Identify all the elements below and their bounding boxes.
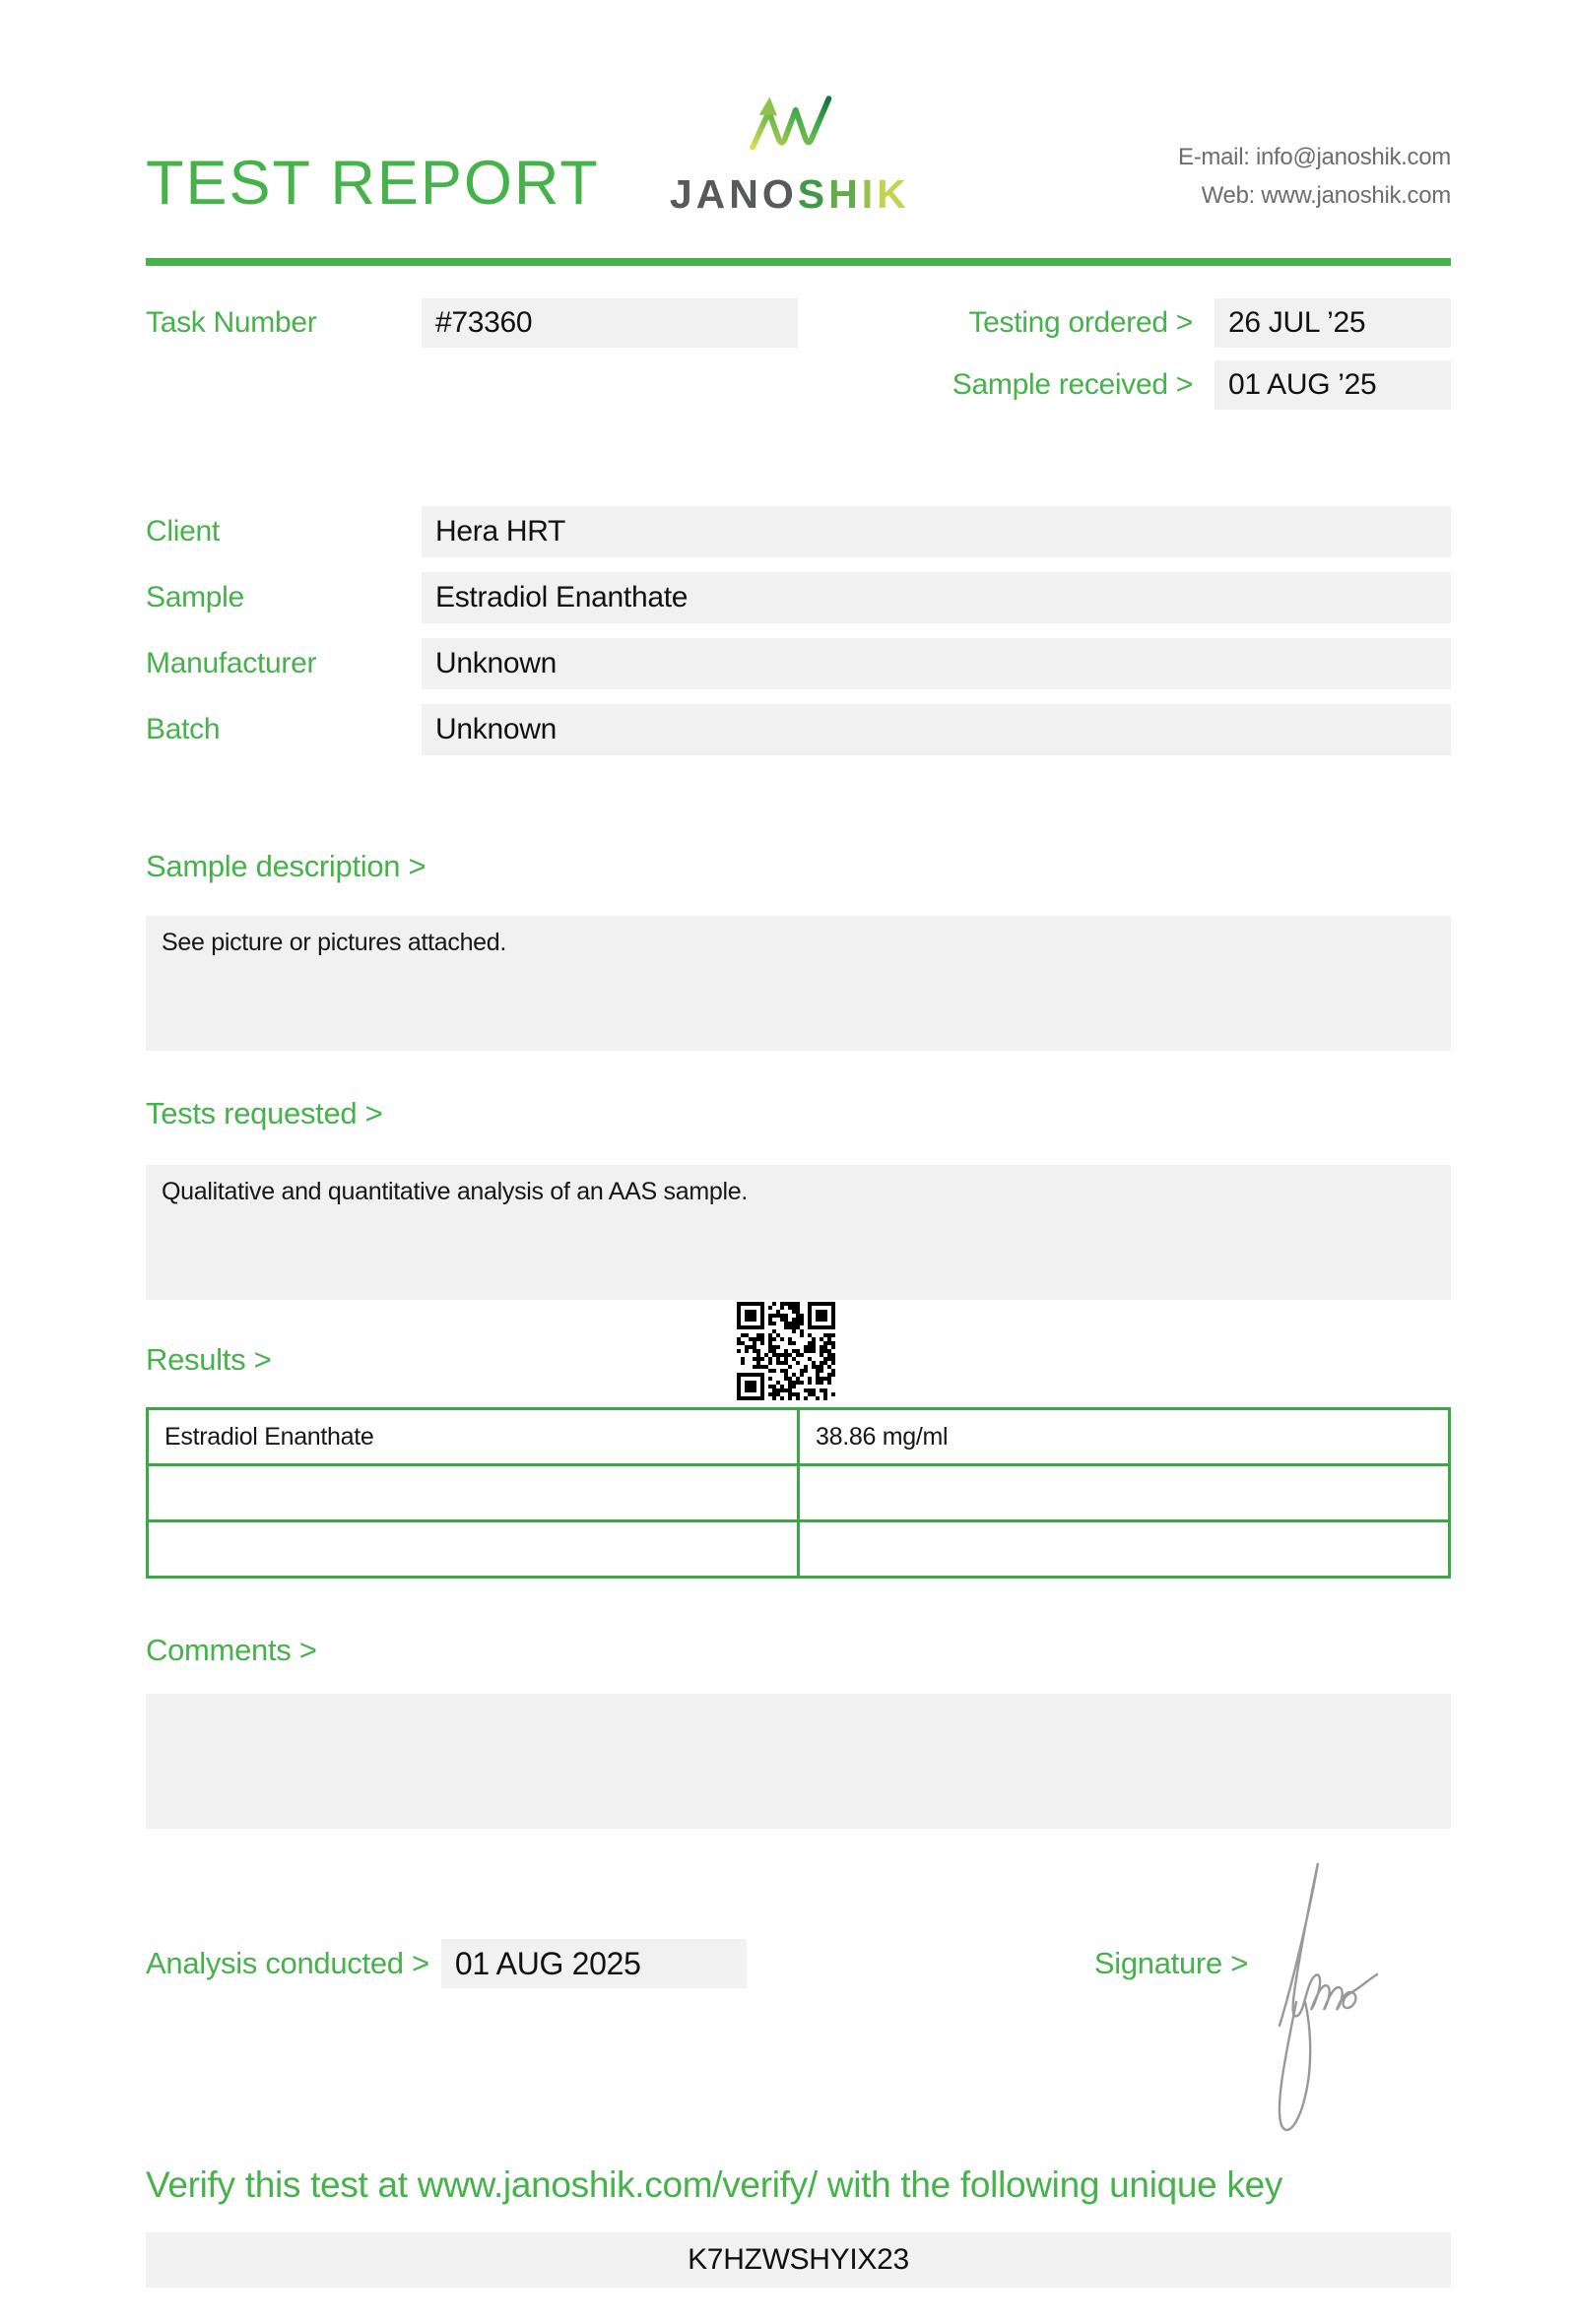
task-number-label: Task Number (146, 306, 317, 339)
logo-wordmark-shik: SHIK (797, 171, 910, 217)
contact-web: Web: www.janoshik.com (1201, 182, 1451, 209)
sample-value: Estradiol Enanthate (422, 572, 1451, 623)
manufacturer-label: Manufacturer (146, 647, 317, 679)
signature-label: Signature > (1093, 1946, 1248, 1980)
sample-row (146, 572, 1451, 623)
table-row (148, 1521, 1450, 1578)
verify-key-box (146, 2232, 1451, 2288)
verify-key: K7HZWSHYIX23 (688, 2243, 909, 2276)
sample-received-value: 01 AUG ’25 (1215, 360, 1451, 410)
sample-received-label: Sample received > (952, 368, 1193, 401)
table-row (148, 1465, 1450, 1521)
testing-ordered-value: 26 JUL ’25 (1215, 298, 1451, 348)
verify-instruction: Verify this test at www.janoshik.com/verify/ with the following unique key (146, 2164, 1283, 2205)
logo-wordmark-jano: JANO (669, 171, 798, 217)
page-title: TEST REPORT (146, 149, 600, 218)
result-value-cell (799, 1521, 1450, 1578)
sample-description-heading: Sample description > (146, 849, 427, 883)
manufacturer-value: Unknown (422, 638, 1451, 689)
result-substance-cell (148, 1465, 799, 1521)
manufacturer-row (146, 638, 1451, 689)
dates-block (891, 298, 1451, 410)
batch-value: Unknown (422, 704, 1451, 755)
contact-info (1178, 138, 1451, 215)
contact-email: E-mail: info@janoshik.com (1178, 144, 1451, 170)
footer-row (146, 1939, 1451, 1988)
janoshik-logo (669, 83, 910, 217)
signature-image (1257, 1849, 1414, 2145)
task-number-row (146, 298, 798, 348)
testing-ordered-label: Testing ordered > (968, 306, 1193, 339)
tests-requested-box: Qualitative and quantitative analysis of an AAS sample. (146, 1165, 1451, 1300)
result-substance-cell (148, 1521, 799, 1578)
sample-label: Sample (146, 581, 244, 613)
table-row (148, 1409, 1450, 1465)
comments-box (146, 1694, 1451, 1829)
tests-requested-heading: Tests requested > (146, 1096, 383, 1130)
analysis-conducted-value: 01 AUG 2025 (441, 1939, 747, 1988)
sample-received-row (891, 360, 1451, 410)
client-row (146, 506, 1451, 557)
header-divider (146, 258, 1451, 266)
sample-details (146, 506, 1451, 755)
comments-heading: Comments > (146, 1633, 317, 1667)
qr-code (737, 1302, 835, 1400)
client-label: Client (146, 515, 220, 548)
report-header (146, 0, 1451, 218)
analysis-conducted-label: Analysis conducted > (146, 1946, 429, 1980)
logo-wordmark (669, 171, 910, 217)
result-value-cell: 38.86 mg/ml (799, 1409, 1450, 1465)
results-table (146, 1407, 1451, 1579)
batch-row (146, 704, 1451, 755)
sample-description-box: See picture or pictures attached. (146, 916, 1451, 1051)
client-value: Hera HRT (422, 506, 1451, 557)
result-value-cell (799, 1465, 1450, 1521)
task-number-value: #73360 (422, 298, 798, 348)
result-substance-cell: Estradiol Enanthate (148, 1409, 799, 1465)
testing-ordered-row (891, 298, 1451, 348)
meta-section (146, 298, 1451, 410)
batch-label: Batch (146, 713, 221, 745)
logo-chart-icon (745, 83, 835, 166)
results-heading: Results > (146, 1342, 272, 1377)
